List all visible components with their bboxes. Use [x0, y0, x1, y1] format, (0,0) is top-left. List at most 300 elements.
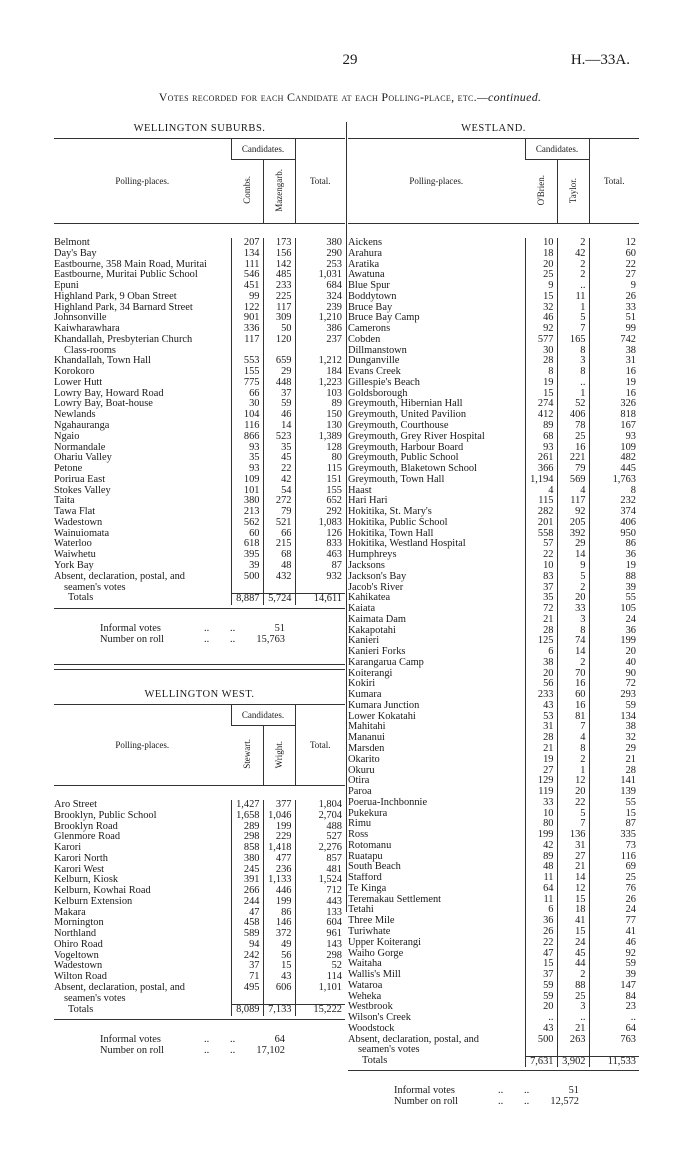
polling-place-name: Tetahi — [348, 905, 374, 916]
vote-cell: 86 — [263, 908, 295, 919]
vote-cell: 70 — [557, 669, 589, 680]
polling-place-name: Stafford — [348, 873, 382, 884]
informal-votes-label: Informal votes — [100, 1033, 161, 1045]
polling-place-name: Normandale — [54, 442, 106, 453]
totals-cell: 8,089 — [231, 1005, 263, 1016]
total-cell: 77 — [589, 916, 639, 927]
vote-cell: 1,418 — [263, 843, 295, 854]
total-cell: 374 — [589, 507, 639, 518]
table-row — [54, 367, 345, 378]
total-cell: 463 — [295, 550, 345, 561]
total-cell — [589, 1045, 639, 1056]
table-row — [54, 303, 345, 314]
informal-votes-label: Informal votes — [100, 622, 161, 634]
vote-cell: 52 — [557, 399, 589, 410]
total-cell: 22 — [589, 260, 639, 271]
total-cell: 1,389 — [295, 432, 345, 443]
vote-cell: 28 — [525, 626, 557, 637]
vote-cell: 901 — [231, 313, 263, 324]
vote-cell: 22 — [263, 464, 295, 475]
total-cell: 126 — [295, 529, 345, 540]
table-row — [54, 389, 345, 400]
table-row — [348, 410, 639, 421]
table-row — [54, 539, 345, 550]
vote-cell: 22 — [557, 798, 589, 809]
total-cell: 290 — [295, 249, 345, 260]
vote-cell: 15 — [557, 895, 589, 906]
table-row — [54, 518, 345, 529]
table-row — [54, 583, 345, 594]
polling-place-name: Humphreys — [348, 550, 397, 561]
vote-cell: 2 — [557, 755, 589, 766]
polling-place-name: Karori West — [54, 864, 105, 875]
total-cell: 116 — [589, 852, 639, 863]
polling-place-name: Hokitika, Westland Hospital — [348, 539, 466, 550]
vote-cell: 37 — [263, 389, 295, 400]
number-on-roll-value: 12,572 — [550, 1096, 579, 1108]
table-row — [54, 464, 345, 475]
total-cell: 9 — [589, 281, 639, 292]
total-cell: 2,704 — [295, 811, 345, 822]
vote-cell: 245 — [231, 865, 263, 876]
polling-place-name: Hokitika, Public School — [348, 517, 448, 528]
vote-cell: 46 — [263, 410, 295, 421]
total-cell: 109 — [589, 443, 639, 454]
table-row — [54, 270, 345, 281]
polling-place-name: Newlands — [54, 410, 96, 421]
table-row — [54, 507, 345, 518]
table-row — [54, 238, 345, 249]
vote-cell: 38 — [525, 658, 557, 669]
vote-cell: 21 — [525, 744, 557, 755]
total-cell: 72 — [589, 679, 639, 690]
total-cell: 27 — [589, 270, 639, 281]
table-row — [54, 335, 345, 346]
vote-cell: 395 — [231, 550, 263, 561]
table-row — [348, 389, 639, 400]
vote-cell: 42 — [263, 475, 295, 486]
vote-cell: 8 — [557, 346, 589, 357]
total-cell: 16 — [589, 389, 639, 400]
vote-cell: 33 — [557, 604, 589, 615]
vote-cell: 244 — [231, 897, 263, 908]
table-row — [54, 313, 345, 324]
total-cell: 33 — [589, 303, 639, 314]
vote-cell: 79 — [557, 464, 589, 475]
vote-cell: 4 — [557, 486, 589, 497]
table-header — [54, 138, 345, 224]
vote-cell: 16 — [557, 701, 589, 712]
polling-place-name: Lower Kokatahi — [348, 711, 416, 722]
polling-place-name: Wadestown — [54, 961, 103, 972]
total-cell: 239 — [295, 303, 345, 314]
total-cell: 59 — [589, 701, 639, 712]
total-cell: 143 — [295, 940, 345, 951]
vote-cell: 20 — [557, 593, 589, 604]
vote-cell: 236 — [263, 865, 295, 876]
total-cell: 950 — [589, 529, 639, 540]
table-row — [348, 701, 639, 712]
total-cell: 443 — [295, 897, 345, 908]
total-cell: 86 — [589, 539, 639, 550]
total-cell: 90 — [589, 669, 639, 680]
total-cell: 26 — [589, 895, 639, 906]
vote-cell: 49 — [263, 940, 295, 951]
table-row — [348, 776, 639, 787]
total-cell: 481 — [295, 865, 345, 876]
table-row — [54, 832, 345, 843]
total-cell: 1,101 — [295, 983, 345, 994]
polling-place-name: Hari Hari — [348, 496, 388, 507]
vote-cell — [557, 1045, 589, 1056]
vote-cell: 336 — [231, 324, 263, 335]
total-cell: 92 — [589, 949, 639, 960]
polling-place-name: Kokiri — [348, 679, 376, 690]
polling-place-name: seamen's votes — [358, 1045, 420, 1056]
vote-cell: 1,658 — [231, 811, 263, 822]
polling-place-name: Mahitahi — [348, 722, 386, 733]
vote-cell: 432 — [263, 572, 295, 583]
totals-cell: 14,611 — [295, 593, 345, 604]
vote-cell: 205 — [557, 518, 589, 529]
leader-dots: .. .. — [498, 1085, 530, 1097]
polling-place-name: Eastbourne, 358 Main Road, Muritai — [54, 259, 207, 270]
total-cell: 763 — [589, 1035, 639, 1046]
vote-cell: 392 — [557, 529, 589, 540]
candidate-name: Mazengarb. — [274, 168, 284, 212]
vote-cell: 199 — [263, 822, 295, 833]
vote-cell — [525, 1045, 557, 1056]
table-row — [54, 854, 345, 865]
total-cell: 237 — [295, 335, 345, 346]
total-cell: 40 — [589, 658, 639, 669]
polling-place-name: Taita — [54, 496, 75, 507]
vote-cell: 391 — [231, 875, 263, 886]
polling-place-name: Dillmanstown — [348, 345, 407, 356]
total-header: Total. — [589, 139, 639, 223]
polling-place-name: Eastbourne, Muritai Public School — [54, 270, 198, 281]
total-cell: 833 — [295, 539, 345, 550]
vote-cell: 215 — [263, 539, 295, 550]
vote-cell: 81 — [557, 712, 589, 723]
vote-cell: 546 — [231, 270, 263, 281]
vote-cell: 33 — [525, 798, 557, 809]
vote-cell: 775 — [231, 378, 263, 389]
polling-place-name: Lowry Bay, Howard Road — [54, 388, 164, 399]
total-cell: 46 — [589, 938, 639, 949]
vote-cell: 20 — [525, 1002, 557, 1013]
vote-cell: 35 — [525, 593, 557, 604]
table-row — [348, 712, 639, 723]
polling-place-name: Kanieri — [348, 636, 380, 647]
vote-cell: 53 — [525, 712, 557, 723]
total-cell: 32 — [589, 733, 639, 744]
polling-place-name: Camerons — [348, 324, 391, 335]
candidates-header: Candidates. — [525, 139, 589, 159]
total-cell: 38 — [589, 346, 639, 357]
total-cell: 39 — [589, 970, 639, 981]
vote-cell: 8 — [525, 367, 557, 378]
vote-cell: 20 — [525, 669, 557, 680]
table-row — [54, 897, 345, 908]
vote-cell: 57 — [525, 539, 557, 550]
roll-summary — [54, 1034, 345, 1056]
table-row — [348, 615, 639, 626]
totals-cell: 7,133 — [263, 1005, 295, 1016]
total-cell — [295, 346, 345, 357]
polling-place-name: Greymouth, United Pavilion — [348, 410, 467, 421]
vote-cell: 16 — [557, 679, 589, 690]
polling-place-name: Bruce Bay Camp — [348, 313, 420, 324]
polling-place-name: Aickens — [348, 238, 383, 248]
table-row — [54, 572, 345, 583]
vote-cell: 4 — [525, 486, 557, 497]
polling-place-name: Ruatapu — [348, 851, 383, 862]
table-row — [348, 518, 639, 529]
roll-summary — [54, 623, 345, 645]
candidate-name: Taylor. — [568, 177, 578, 203]
polling-place-name: Ohiro Road — [54, 939, 103, 950]
polling-place-name: Greymouth, Courthouse — [348, 421, 449, 432]
table-row — [348, 346, 639, 357]
table-row — [348, 905, 639, 916]
table-row — [348, 583, 639, 594]
polling-place-name: Khandallah, Town Hall — [54, 356, 151, 367]
vote-cell: 11 — [525, 895, 557, 906]
table-row — [348, 787, 639, 798]
table-row — [54, 951, 345, 962]
vote-cell: 233 — [263, 281, 295, 292]
table-row — [348, 927, 639, 938]
total-cell: 64 — [589, 1024, 639, 1035]
table-row — [348, 1002, 639, 1013]
table-row — [54, 972, 345, 983]
vote-cell: 22 — [525, 550, 557, 561]
table-row — [54, 356, 345, 367]
table-row — [348, 992, 639, 1003]
table-row — [54, 961, 345, 972]
polling-place-name: Pukekura — [348, 808, 388, 819]
vote-cell: 6 — [525, 905, 557, 916]
total-cell: 52 — [295, 961, 345, 972]
candidates-header: Candidates. — [231, 139, 295, 159]
table-row — [348, 755, 639, 766]
polling-place-name: Paroa — [348, 787, 372, 798]
table-row — [54, 875, 345, 886]
total-cell: 130 — [295, 421, 345, 432]
running-title-text: Votes recorded for each Candidate at each Polling-place, etc. — [158, 90, 477, 104]
vote-cell: 282 — [525, 507, 557, 518]
polling-place-name: Koiterangi — [348, 668, 393, 679]
vote-cell: 43 — [525, 1024, 557, 1035]
total-cell: 1,524 — [295, 875, 345, 886]
table-row — [54, 811, 345, 822]
vote-cell: 56 — [263, 951, 295, 962]
totals-cell: 3,902 — [557, 1056, 589, 1067]
polling-place-name: Marsden — [348, 743, 385, 754]
total-cell: 386 — [295, 324, 345, 335]
table-row — [348, 378, 639, 389]
vote-cell: 2 — [557, 270, 589, 281]
total-cell: 21 — [589, 755, 639, 766]
total-cell: 298 — [295, 951, 345, 962]
vote-cell: 41 — [557, 916, 589, 927]
total-cell: 89 — [295, 399, 345, 410]
total-cell: 155 — [295, 486, 345, 497]
vote-cell: 562 — [231, 518, 263, 529]
polling-place-name: Greymouth, Hibernian Hall — [348, 399, 463, 410]
polling-place-name: Wadestown — [54, 517, 103, 528]
section-wellington-west — [54, 686, 345, 1056]
table-row — [54, 550, 345, 561]
polling-place-name: Woodstock — [348, 1023, 395, 1034]
vote-cell: 9 — [525, 281, 557, 292]
table-row — [348, 766, 639, 777]
vote-cell: 21 — [525, 615, 557, 626]
vote-cell: 156 — [263, 249, 295, 260]
table-row — [348, 421, 639, 432]
vote-cell: 2 — [557, 583, 589, 594]
section-separator — [54, 664, 345, 665]
vote-cell: 117 — [231, 335, 263, 346]
table-row — [348, 529, 639, 540]
vote-cell: 19 — [525, 755, 557, 766]
vote-cell: 589 — [231, 929, 263, 940]
section-separator — [54, 669, 345, 670]
total-cell: 55 — [589, 798, 639, 809]
vote-cell: 134 — [231, 249, 263, 260]
vote-cell: 29 — [557, 539, 589, 550]
vote-cell: 71 — [231, 972, 263, 983]
number-on-roll-label: Number on roll — [394, 1096, 459, 1108]
vote-cell: 92 — [525, 324, 557, 335]
total-cell: 818 — [589, 410, 639, 421]
table-row — [54, 421, 345, 432]
total-cell: 59 — [589, 959, 639, 970]
table-row — [348, 281, 639, 292]
table-row — [54, 281, 345, 292]
vote-cell: 1,046 — [263, 811, 295, 822]
total-cell: 99 — [589, 324, 639, 335]
table-row — [348, 679, 639, 690]
table-row — [348, 335, 639, 346]
vote-cell: 11 — [557, 292, 589, 303]
vote-cell: 32 — [525, 303, 557, 314]
candidate-name: Stewart. — [241, 739, 252, 770]
table-row — [348, 399, 639, 410]
polling-place-name: Waitaha — [348, 959, 382, 970]
polling-place-name: Highland Park, 34 Barnard Street — [54, 302, 193, 313]
table-row — [54, 929, 345, 940]
polling-place-name: Lower Hutt — [54, 377, 103, 388]
polling-place-name: Kahikatea — [348, 593, 391, 604]
total-cell: 69 — [589, 862, 639, 873]
vote-cell: 93 — [231, 443, 263, 454]
polling-place-name: Rotomanu — [348, 840, 392, 851]
table-row — [348, 626, 639, 637]
totals-cell: 15,222 — [295, 1005, 345, 1016]
table-rule — [54, 608, 345, 609]
vote-cell: 412 — [525, 410, 557, 421]
table-row — [348, 959, 639, 970]
vote-cell: 93 — [231, 464, 263, 475]
candidate-name: Wright. — [274, 740, 284, 768]
vote-cell: 18 — [525, 249, 557, 260]
total-cell: 29 — [589, 744, 639, 755]
table-row — [54, 292, 345, 303]
vote-cell: 31 — [525, 722, 557, 733]
totals-row — [54, 593, 345, 604]
polling-place-name: Kumara Junction — [348, 700, 420, 711]
table-row — [54, 346, 345, 357]
vote-cell: 155 — [231, 367, 263, 378]
total-cell: 1,210 — [295, 313, 345, 324]
vote-cell: 289 — [231, 822, 263, 833]
vote-cell: 50 — [263, 324, 295, 335]
vote-cell: 380 — [231, 854, 263, 865]
vote-cell: 92 — [557, 507, 589, 518]
leader-dots: .. .. — [204, 1033, 236, 1045]
vote-cell: 7 — [557, 819, 589, 830]
vote-cell: 5 — [557, 572, 589, 583]
vote-cell — [231, 994, 263, 1005]
polling-place-name: Khandallah, Presbyterian Church — [54, 334, 193, 345]
polling-place-name: Greymouth, Town Hall — [348, 474, 445, 485]
vote-cell: 42 — [525, 841, 557, 852]
vote-cell: 28 — [525, 733, 557, 744]
number-on-roll-label: Number on roll — [100, 1044, 165, 1056]
table-row — [54, 908, 345, 919]
polling-place-name: Hokitika, Town Hall — [348, 528, 434, 539]
vote-cell: 173 — [263, 238, 295, 249]
vote-cell: 11 — [525, 873, 557, 884]
table-row — [348, 1035, 639, 1046]
vote-cell: 4 — [557, 733, 589, 744]
total-cell: 167 — [589, 421, 639, 432]
total-cell: 151 — [295, 475, 345, 486]
polling-place-name: Dunganville — [348, 356, 400, 367]
polling-place-name: Day's Bay — [54, 248, 97, 259]
polling-place-name: Kanieri Forks — [348, 647, 406, 658]
vote-cell — [263, 583, 295, 594]
section-title: WELLINGTON SUBURBS. — [133, 123, 266, 134]
polling-place-name: Wilson's Creek — [348, 1013, 411, 1024]
vote-cell: 25 — [525, 270, 557, 281]
running-title — [0, 90, 700, 105]
table-row — [348, 970, 639, 981]
polling-place-name: Arahura — [348, 248, 383, 259]
total-cell: 712 — [295, 886, 345, 897]
table-row — [348, 539, 639, 550]
polling-place-name: York Bay — [54, 560, 94, 571]
table-row — [348, 658, 639, 669]
leader-dots: .. .. — [498, 1096, 530, 1108]
vote-cell: 83 — [525, 572, 557, 583]
total-cell: 51 — [589, 313, 639, 324]
total-header: Total. — [295, 705, 345, 785]
table-row — [348, 593, 639, 604]
total-cell: 26 — [589, 292, 639, 303]
table-row — [348, 324, 639, 335]
total-cell: 1,212 — [295, 356, 345, 367]
vote-cell: 20 — [557, 787, 589, 798]
total-cell: 139 — [589, 787, 639, 798]
total-cell: 87 — [295, 561, 345, 572]
polling-place-name: Waterloo — [54, 539, 92, 550]
table-rule — [348, 1070, 639, 1071]
table-row — [348, 260, 639, 271]
vote-cell: 485 — [263, 270, 295, 281]
